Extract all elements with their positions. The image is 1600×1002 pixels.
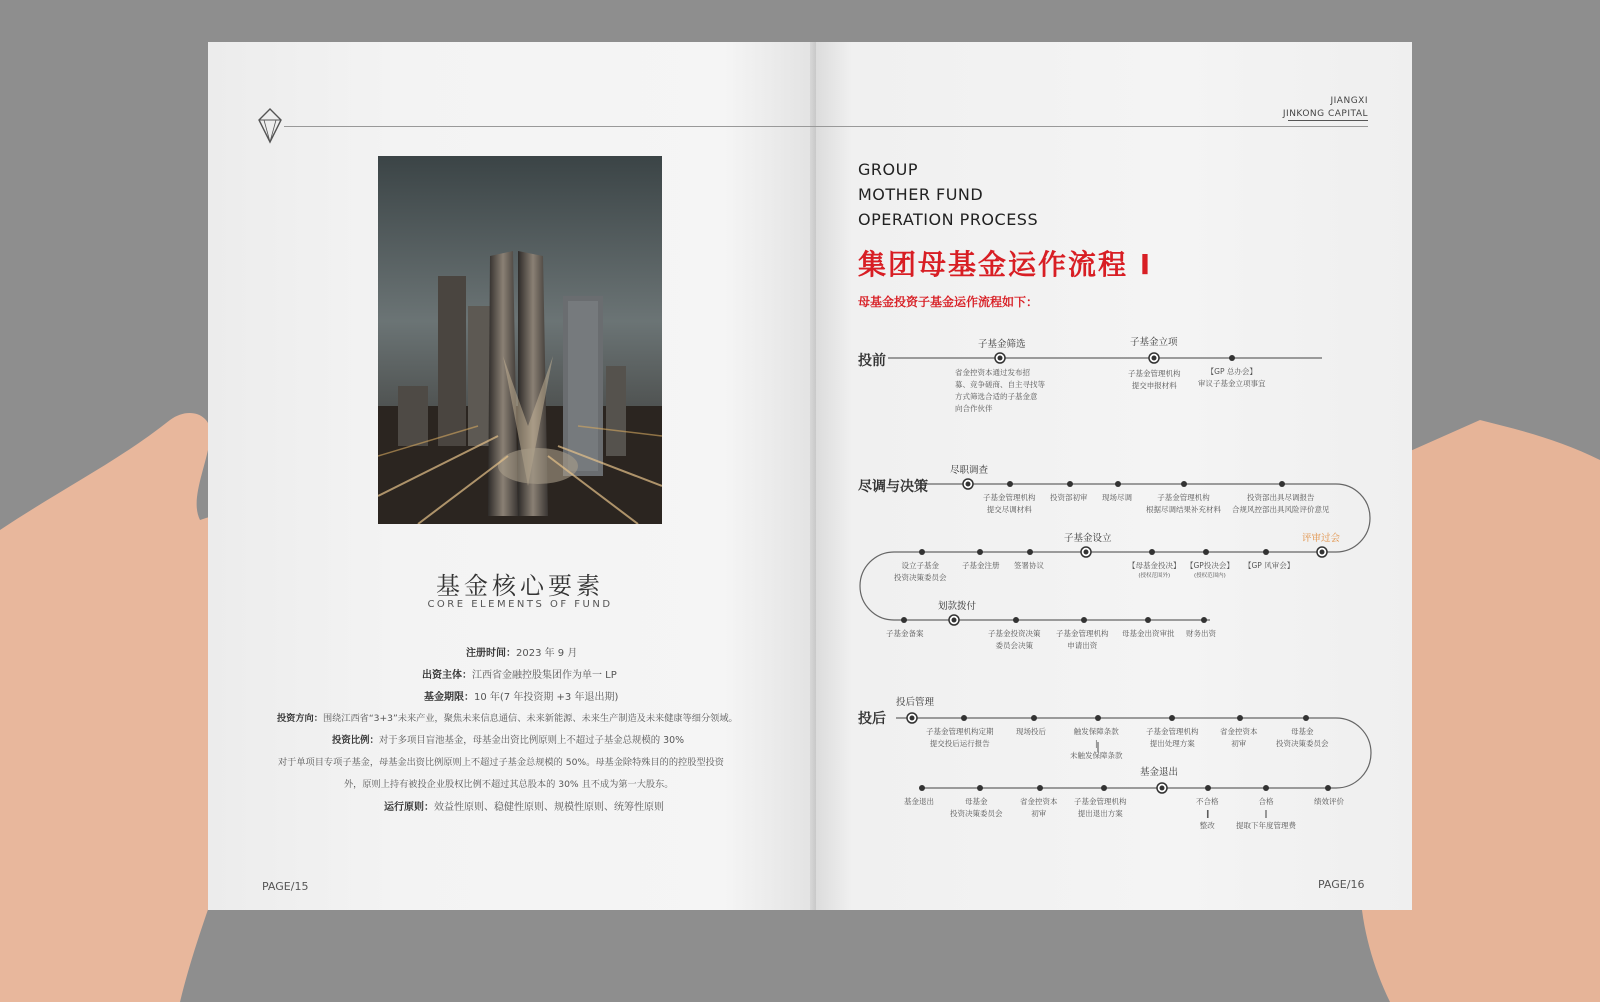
left-page-number: PAGE/15	[262, 880, 309, 893]
en-title-line-1: GROUP	[858, 160, 918, 179]
cn-page-title: 集团母基金运作流程 I	[858, 248, 1153, 281]
post-row1-step-4: 子基金管理机构 提出处理方案	[1146, 727, 1199, 748]
milestone-fund-approval: 子基金立项	[1130, 337, 1178, 348]
post-row1-step-5: 省金控资本 初审	[1220, 727, 1258, 748]
dd-row2-step-2: 子基金注册	[962, 561, 1000, 570]
info-line-registration: 注册时间：2023 年 9 月	[466, 648, 578, 659]
milestone-fund-setup: 子基金设立	[1064, 533, 1112, 544]
info-line-direction: 投资方向：围绕江西省“3+3”未来产业，聚焦未来信息通信、未来新能源、未来生产制造及未来健康等细分领域。	[277, 713, 738, 724]
post-row2-step-2: 母基金 投资决策委员会	[950, 797, 1003, 818]
post-row1-step-2: 现场投后	[1016, 727, 1046, 736]
dd-row3-step-1: 子基金备案	[886, 629, 924, 638]
brand-line-1: JIANGXI	[1330, 96, 1368, 106]
post-row2-step-1: 基金退出	[904, 797, 934, 806]
info-line-ratio-cont-2: 外，原则上持有被投企业股权比例不超过其总股本的 30% 且不成为第一大股东。	[344, 779, 674, 790]
dd-row1-step-3: 现场尽调	[1102, 493, 1132, 502]
cn-page-subtitle: 母基金投资子基金运作流程如下：	[858, 295, 1039, 309]
dd-row1-step-5: 投资部出具尽调报告 合规风控部出具风险评价意见	[1232, 493, 1330, 514]
stage-dd-label: 尽调与决策	[858, 479, 928, 495]
dd-row1-step-2: 投资部初审	[1050, 493, 1088, 502]
dd-row3-step-5: 财务出资	[1186, 629, 1216, 638]
core-elements-title: 基金核心要素	[436, 572, 604, 600]
dd-row2-step-6: 【GP 风审会】	[1244, 561, 1295, 570]
pre-desc-3: 【GP 总办会】 审议子基金立项事宜	[1198, 367, 1266, 388]
milestone-due-diligence: 尽职调查	[950, 465, 989, 476]
post-row2-step-3: 省金控资本 初审	[1020, 797, 1058, 818]
post-row2-step-7: 绩效评价	[1314, 797, 1344, 806]
dd-row1-step-1: 子基金管理机构 提交尽调材料	[983, 493, 1036, 514]
dd-row2-step-4: 【母基金投决】 (授权范围外)	[1128, 561, 1181, 579]
info-line-investor: 出资主体：江西省金融控股集团作为单一 LP	[422, 670, 617, 681]
brand-line-2: JINKONG CAPITAL	[1282, 109, 1368, 119]
dd-row3-step-4: 母基金出资审批	[1122, 629, 1175, 638]
stage-pre-label: 投前	[858, 353, 886, 369]
post-row1-step-6: 母基金 投资决策委员会	[1276, 727, 1329, 748]
info-line-term: 基金期限：10 年(7 年投资期 +3 年退出期)	[424, 692, 619, 703]
post-row2-step-5: 不合格 | 整改	[1196, 797, 1219, 830]
milestone-fund-exit: 基金退出	[1140, 767, 1179, 778]
milestone-fund-screening: 子基金筛选	[978, 339, 1026, 350]
info-line-ratio-cont-1: 对于单项目专项子基金，母基金出资比例原则上不超过子基金总规模的 50%。母基金除特殊目的的控股型投资	[278, 757, 724, 768]
stage-post-label: 投后	[858, 711, 886, 727]
dd-row2-step-5: 【GP投决会】 (授权范围内)	[1186, 561, 1234, 579]
core-elements-subtitle: CORE ELEMENTS OF FUND	[427, 599, 613, 610]
dd-row2-step-1: 设立子基金 投资决策委员会	[894, 561, 947, 582]
right-page-number: PAGE/16	[1318, 878, 1365, 891]
en-title-line-2: MOTHER FUND	[858, 185, 984, 204]
pre-desc-1: 省金控资本通过发布招 募、竞争磋商、自主寻找等 方式筛选合适的子基金意 向合作伙伴	[955, 368, 1045, 413]
milestone-post-management: 投后管理	[896, 697, 935, 708]
info-line-principles: 运行原则：效益性原则、稳健性原则、规模性原则、统筹性原则	[384, 802, 664, 813]
post-row2-step-4: 子基金管理机构 提出退出方案	[1074, 797, 1127, 818]
dd-row1-step-4: 子基金管理机构 根据尽调结果补充材料	[1146, 493, 1221, 514]
post-row1-step-3: 触发保障条款 | 未触发保障条款	[1070, 727, 1123, 760]
dd-row3-step-2: 子基金投资决策 委员会决策	[988, 629, 1041, 650]
milestone-payment: 划款拨付	[938, 601, 977, 612]
post-row2-step-6: 合格 | 提取下年度管理费	[1236, 797, 1296, 830]
info-line-ratio: 投资比例：对于多项目盲池基金，母基金出资比例原则上不超过子基金总规模的 30%	[332, 735, 684, 746]
en-title-line-3: OPERATION PROCESS	[858, 210, 1039, 229]
post-row1-step-1: 子基金管理机构定期 提交投后运行报告	[926, 727, 994, 748]
pre-desc-2: 子基金管理机构 提交申报材料	[1128, 369, 1181, 390]
dd-row3-step-3: 子基金管理机构 申请出资	[1056, 629, 1109, 650]
dd-row2-step-3: 签署协议	[1014, 561, 1044, 570]
milestone-review-meeting: 评审过会	[1302, 533, 1341, 544]
